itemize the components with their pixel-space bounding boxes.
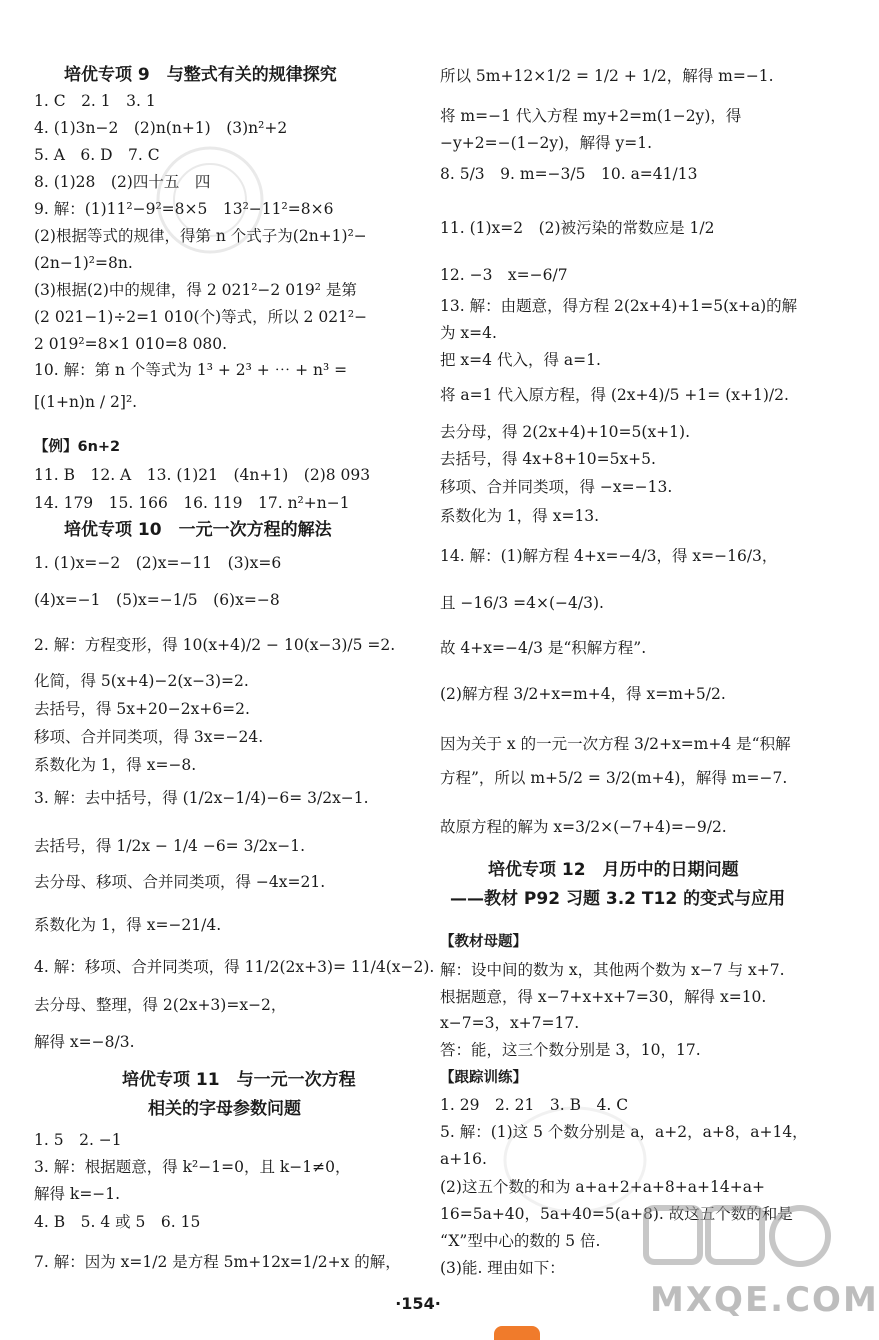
right-heading-22: ——教材 P92 习题 3.2 T12 的变式与应用 (450, 889, 786, 909)
right-text-18: 因为关于 x 的一元一次方程 3/2+x=m+4 是“积解 (440, 735, 791, 753)
right-heading-21: 培优专项 12 月历中的日期问题 (488, 860, 739, 880)
left-text-27: 系数化为 1，得 x=−21/4. (34, 916, 222, 934)
left-text-4: 8. (1)28 (2)四十五 四 (34, 173, 211, 191)
right-text-35: (3)能. 理由如下： (440, 1259, 565, 1277)
right-text-13: 系数化为 1，得 x=13. (440, 507, 600, 525)
left-text-35: 解得 k=−1. (34, 1185, 121, 1203)
stamp-watermark-icon (150, 140, 270, 260)
left-text-17: 1. (1)x=−2 (2)x=−11 (3)x=6 (34, 554, 282, 572)
right-text-31: a+16. (440, 1150, 487, 1168)
right-text-1: 将 m=−1 代入方程 my+2=m(1−2y)，得 (440, 107, 742, 125)
right-text-4: 11. (1)x=2 (2)被污染的常数应是 1/2 (440, 219, 715, 237)
right-text-27: 答：能，这三个数分别是 3，10，17. (440, 1041, 701, 1059)
left-text-12: [(1+n)n / 2]². (34, 393, 138, 411)
left-text-3: 5. A 6. D 7. C (34, 146, 160, 164)
right-tag-23: 【教材母题】 (440, 934, 527, 950)
right-text-2: −y+2=−(1−2y)，解得 y=1. (440, 134, 653, 152)
left-text-34: 3. 解：根据题意，得 k²−1=0，且 k−1≠0， (34, 1158, 351, 1176)
left-text-20: 化简，得 5(x+4)−2(x−3)=2. (34, 672, 249, 690)
right-text-5: 12. −3 x=−6/7 (440, 266, 568, 284)
right-text-19: 方程”，所以 m+5/2 = 3/2(m+4)，解得 m=−7. (440, 769, 788, 787)
right-text-20: 故原方程的解为 x=3/2×(−7+4)=−9/2. (440, 818, 727, 836)
right-text-16: 故 4+x=−4/3 是“积解方程”. (440, 639, 647, 657)
left-heading-32: 相关的字母参数问题 (148, 1099, 301, 1119)
left-text-6: (2)根据等式的规律，得第 n 个式子为(2n+1)²− (34, 227, 367, 245)
left-text-11: 10. 解：第 n 个等式为 1³ + 2³ + ⋯ + n³ = (34, 361, 348, 379)
right-text-29: 1. 29 2. 21 3. B 4. C (440, 1096, 629, 1114)
left-text-9: (2 021−1)÷2=1 010(个)等式，所以 2 021²− (34, 308, 368, 326)
left-tag-13: 【例】6n+2 (34, 439, 121, 455)
left-text-28: 4. 解：移项、合并同类项，得 11/2(2x+3)= 11/4(x−2). (34, 958, 435, 976)
left-text-23: 系数化为 1，得 x=−8. (34, 756, 197, 774)
left-heading-31: 培优专项 11 与一元一次方程 (122, 1070, 356, 1090)
page-number: ·154· (395, 1294, 441, 1313)
left-text-15: 14. 179 15. 166 16. 119 17. n²+n−1 (34, 494, 350, 512)
left-text-7: (2n−1)²=8n. (34, 254, 133, 272)
orange-tab-decoration (494, 1326, 540, 1340)
right-text-34: “X”型中心的数的 5 倍. (440, 1232, 601, 1250)
right-text-33: 16=5a+40，5a+40=5(a+8). 故这五个数的和是 (440, 1205, 793, 1223)
right-text-17: (2)解方程 3/2+x=m+4，得 x=m+5/2. (440, 685, 726, 703)
right-tag-28: 【跟踪训练】 (440, 1070, 527, 1086)
left-text-33: 1. 5 2. −1 (34, 1131, 122, 1149)
left-text-19: 2. 解：方程变形，得 10(x+4)/2 − 10(x−3)/5 =2. (34, 636, 396, 654)
right-text-12: 移项、合并同类项，得 −x=−13. (440, 478, 673, 496)
left-heading-0: 培优专项 9 与整式有关的规律探究 (64, 65, 337, 85)
left-heading-16: 培优专项 10 一元一次方程的解法 (64, 520, 332, 540)
right-text-25: 根据题意，得 x−7+x+x+7=30，解得 x=10. (440, 988, 767, 1006)
left-text-26: 去分母、移项、合并同类项，得 −4x=21. (34, 873, 326, 891)
right-text-14: 14. 解：(1)解方程 4+x=−4/3，得 x=−16/3， (440, 547, 778, 565)
right-text-3: 8. 5/3 9. m=−3/5 10. a=41/13 (440, 165, 698, 183)
left-text-25: 去括号，得 1/2x − 1/4 −6= 3/2x−1. (34, 837, 306, 855)
right-text-8: 把 x=4 代入，得 a=1. (440, 351, 601, 369)
left-text-18: (4)x=−1 (5)x=−1/5 (6)x=−8 (34, 591, 280, 609)
left-text-36: 4. B 5. 4 或 5 6. 15 (34, 1213, 201, 1231)
left-text-30: 解得 x=−8/3. (34, 1033, 135, 1051)
left-text-24: 3. 解：去中括号，得 (1/2x−1/4)−6= 3/2x−1. (34, 789, 369, 807)
left-text-21: 去括号，得 5x+20−2x+6=2. (34, 700, 250, 718)
left-text-14: 11. B 12. A 13. (1)21 (4n+1) (2)8 093 (34, 466, 371, 484)
left-text-2: 4. (1)3n−2 (2)n(n+1) (3)n²+2 (34, 119, 288, 137)
right-text-11: 去括号，得 4x+8+10=5x+5. (440, 450, 656, 468)
left-text-5: 9. 解：(1)11²−9²=8×5 13²−11²=8×6 (34, 200, 334, 218)
right-text-24: 解：设中间的数为 x，其他两个数为 x−7 与 x+7. (440, 961, 785, 979)
right-text-7: 为 x=4. (440, 324, 497, 342)
right-text-26: x−7=3，x+7=17. (440, 1014, 580, 1032)
right-text-32: (2)这五个数的和为 a+a+2+a+8+a+14+a+ (440, 1178, 765, 1196)
left-text-37: 7. 解：因为 x=1/2 是方程 5m+12x=1/2+x 的解， (34, 1253, 401, 1271)
right-text-30: 5. 解：(1)这 5 个数分别是 a，a+2，a+8，a+14， (440, 1123, 808, 1141)
right-text-10: 去分母，得 2(2x+4)+10=5(x+1). (440, 423, 691, 441)
left-text-1: 1. C 2. 1 3. 1 (34, 92, 156, 110)
watermark-text: MXQE.COM (650, 1280, 879, 1320)
right-text-0: 所以 5m+12×1/2 = 1/2 + 1/2，解得 m=−1. (440, 67, 774, 85)
stamp-watermark-icon-2 (500, 1100, 650, 1220)
left-text-22: 移项、合并同类项，得 3x=−24. (34, 728, 264, 746)
left-text-29: 去分母、整理，得 2(2x+3)=x−2， (34, 996, 287, 1014)
right-text-15: 且 −16/3 =4×(−4/3). (440, 594, 604, 612)
left-text-10: 2 019²=8×1 010=8 080. (34, 335, 228, 353)
right-text-6: 13. 解：由题意，得方程 2(2x+4)+1=5(x+a)的解 (440, 297, 798, 315)
left-text-8: (3)根据(2)中的规律，得 2 021²−2 019² 是第 (34, 281, 357, 299)
right-text-9: 将 a=1 代入原方程，得 (2x+4)/5 +1= (x+1)/2. (440, 386, 789, 404)
